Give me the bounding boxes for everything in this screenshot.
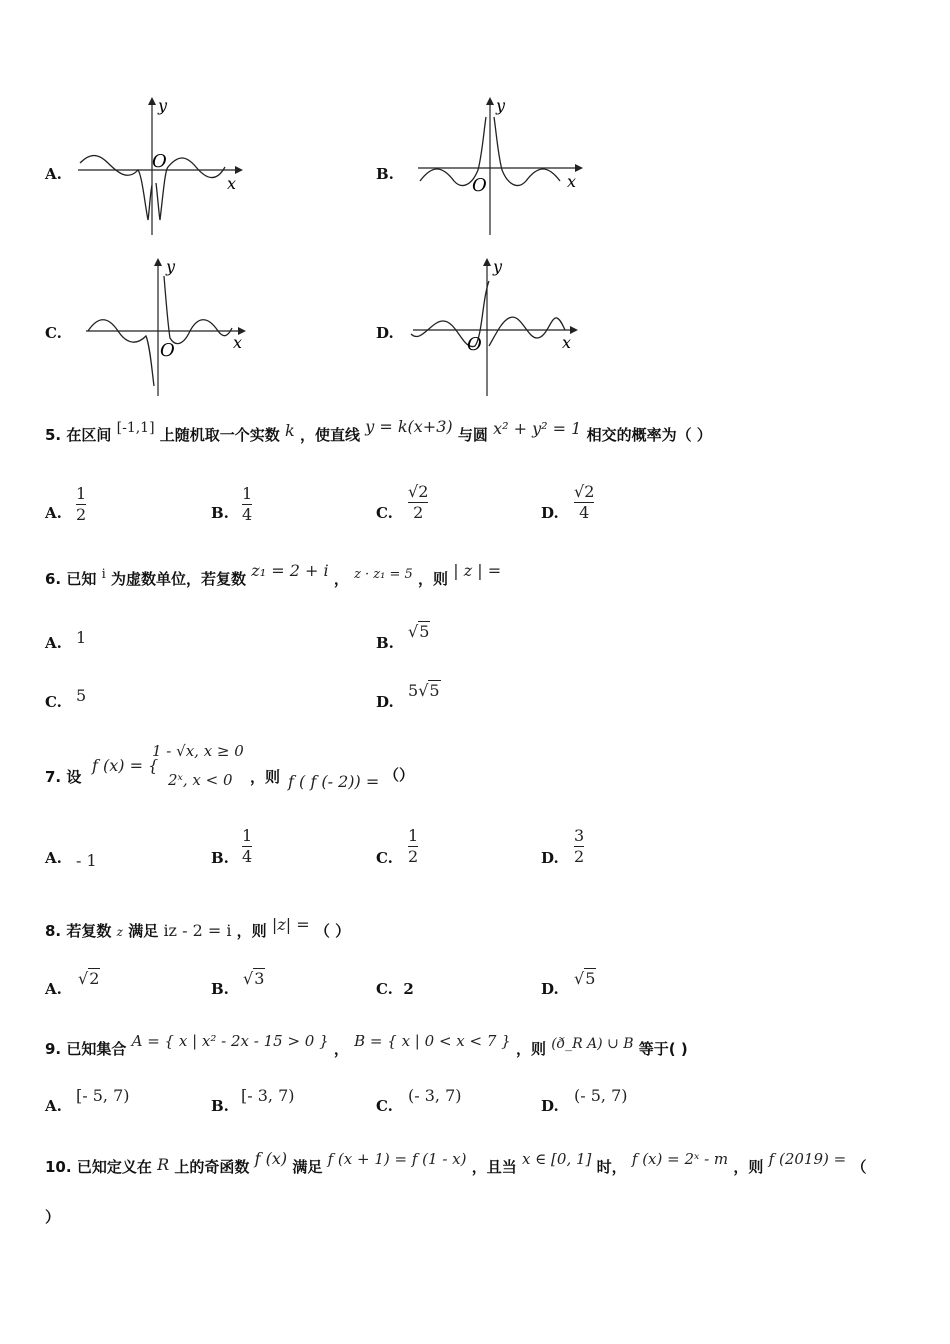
q7-option-c-value: 1 2 — [408, 826, 419, 866]
q7-option-a-value: - 1 — [76, 851, 97, 870]
q5-option-d-label: D. — [541, 504, 559, 522]
q8-option-c-label: C. 2 — [376, 980, 414, 998]
q7-option-b-label: B. — [211, 849, 229, 867]
question-8: 8. 若复数 z 满足 iz - 2 = i ，则 |z| = （ ） — [45, 915, 351, 940]
q8-abs-z: |z| = — [271, 915, 310, 934]
q8-number: 8. — [45, 922, 62, 940]
q7-case-1: 1 - √x, x ≥ 0 — [152, 742, 244, 760]
q7-number: 7. — [45, 768, 62, 786]
q6-product: z · z₁ = 5 — [354, 567, 413, 582]
q10-ask: f (2019) = — [768, 1150, 847, 1168]
q7-option-a-label: A. — [45, 849, 62, 867]
q6-option-b-value: √5 — [408, 622, 430, 641]
graph-option-a-label: A. — [45, 165, 62, 183]
q6-option-b-label: B. — [376, 634, 394, 652]
q8-option-b-value: √3 — [243, 969, 265, 988]
graph-a — [70, 95, 245, 240]
graph-a-origin: O — [152, 151, 167, 172]
q7-case-2: 2ˣ, x < 0 — [168, 771, 233, 789]
q9-expression: (ð_R A) ∪ B — [551, 1036, 634, 1052]
graph-d — [405, 256, 580, 401]
graph-c-y-label: y — [166, 257, 176, 276]
q6-option-d-value: 5√5 — [408, 681, 440, 700]
q10-number: 10. — [45, 1158, 72, 1176]
question-6: 6. 已知 i 为虚数单位，若复数 z₁ = 2 + i ， z · z₁ = 5 ，则 | z | = — [45, 561, 502, 588]
graph-b — [410, 95, 585, 240]
q5-line-eq: y = k(x+3) — [365, 417, 453, 436]
graph-d-x-label: x — [562, 333, 572, 352]
q6-number: 6. — [45, 570, 62, 588]
q6-option-d-label: D. — [376, 693, 394, 711]
q9-option-a-value: [- 5, 7) — [76, 1086, 130, 1105]
q9-option-c-value: (- 3, 7) — [408, 1086, 462, 1105]
graph-c-origin: O — [160, 340, 175, 361]
q5-option-b-label: B. — [211, 504, 229, 522]
q6-i: i — [101, 567, 106, 582]
question-7-prefix: 7. 设 — [45, 768, 82, 786]
q5-option-a-label: A. — [45, 504, 62, 522]
graph-a-y-label: y — [158, 96, 168, 115]
graph-b-origin: O — [472, 175, 487, 196]
q7-paren: （） — [384, 766, 415, 784]
q7-option-d-value: 3 2 — [574, 826, 585, 866]
q9-option-b-label: B. — [211, 1097, 229, 1115]
q10-close-paren: ） — [45, 1208, 61, 1226]
q6-option-a-label: A. — [45, 634, 62, 652]
q5-k: k — [285, 421, 295, 440]
q8-option-b-label: B. — [211, 980, 229, 998]
graph-b-x-label: x — [567, 172, 577, 191]
q8-option-d-value: √5 — [574, 969, 596, 988]
q5-option-d-value: √2 4 — [574, 482, 595, 522]
graph-d-origin: O — [467, 334, 482, 355]
q5-interval: [-1,1] — [116, 420, 155, 436]
q9-option-c-label: C. — [376, 1097, 393, 1115]
q6-abs-z: | z | = — [453, 561, 502, 580]
q10-domain: x ∈ [0, 1] — [521, 1150, 592, 1168]
q8-equation: iz - 2 = i — [163, 921, 232, 940]
q8-option-a-value: √2 — [78, 969, 100, 988]
q6-option-c-label: C. — [45, 693, 62, 711]
q9-option-d-value: (- 5, 7) — [574, 1086, 628, 1105]
graph-option-b-label: B. — [376, 165, 394, 183]
q10-fx: f (x) — [254, 1149, 288, 1168]
q7-then: ，则 — [250, 768, 281, 786]
q8-z: z — [116, 925, 123, 939]
q7-option-c-label: C. — [376, 849, 393, 867]
q9-set-b: B = { x | 0 < x < 7 } — [354, 1032, 511, 1050]
q7-option-d-label: D. — [541, 849, 559, 867]
graph-c — [78, 256, 253, 401]
question-5: 5. 在区间 [-1,1] 上随机取一个实数 k ，使直线 y = k(x+3) 与圆 x² + y² = 1 相交的概率为（ ） — [45, 417, 712, 444]
q10-definition: f (x) = 2ˣ - m — [631, 1150, 729, 1168]
graph-b-y-label: y — [496, 96, 506, 115]
q5-option-c-value: √2 2 — [408, 482, 429, 522]
graph-option-d-label: D. — [376, 324, 394, 342]
q9-option-a-label: A. — [45, 1097, 62, 1115]
q5-circle-eq: x² + y² = 1 — [493, 419, 582, 438]
q9-option-d-label: D. — [541, 1097, 559, 1115]
q10-r: R — [157, 1155, 170, 1174]
q7-expr: f ( f (- 2)) = — [288, 772, 380, 791]
q9-option-b-value: [- 3, 7) — [241, 1086, 295, 1105]
q5-option-a-value: 1 2 — [76, 484, 87, 524]
question-9: 9. 已知集合 A = { x | x² - 2x - 15 > 0 } ， B = { x | 0 < x < 7 } ，则 (ð_R A) ∪ B 等于( ) — [45, 1032, 688, 1058]
q10-equation: f (x + 1) = f (1 - x) — [327, 1150, 467, 1168]
q7-fx: f (x) = { — [92, 756, 159, 775]
q5-option-b-value: 1 4 — [242, 484, 253, 524]
q6-z1: z₁ = 2 + i — [251, 561, 329, 580]
q5-number: 5. — [45, 426, 62, 444]
graph-a-x-label: x — [227, 174, 237, 193]
q6-option-c-value: 5 — [76, 686, 87, 705]
q9-set-a: A = { x | x² - 2x - 15 > 0 } — [131, 1032, 329, 1050]
q8-option-d-label: D. — [541, 980, 559, 998]
graph-c-x-label: x — [233, 333, 243, 352]
q7-option-b-value: 1 4 — [242, 826, 253, 866]
question-10: 10. 已知定义在 R 上的奇函数 f (x) 满足 f (x + 1) = f (1 - x) ，且当 x ∈ [0, 1] 时， f (x) = 2ˣ - m ，则 f (2019) = （ — [45, 1149, 867, 1176]
q6-option-a-value: 1 — [76, 628, 87, 647]
graph-d-y-label: y — [493, 257, 503, 276]
graph-option-c-label: C. — [45, 324, 62, 342]
q9-number: 9. — [45, 1040, 62, 1058]
q5-option-c-label: C. — [376, 504, 393, 522]
q8-option-a-label: A. — [45, 980, 62, 998]
